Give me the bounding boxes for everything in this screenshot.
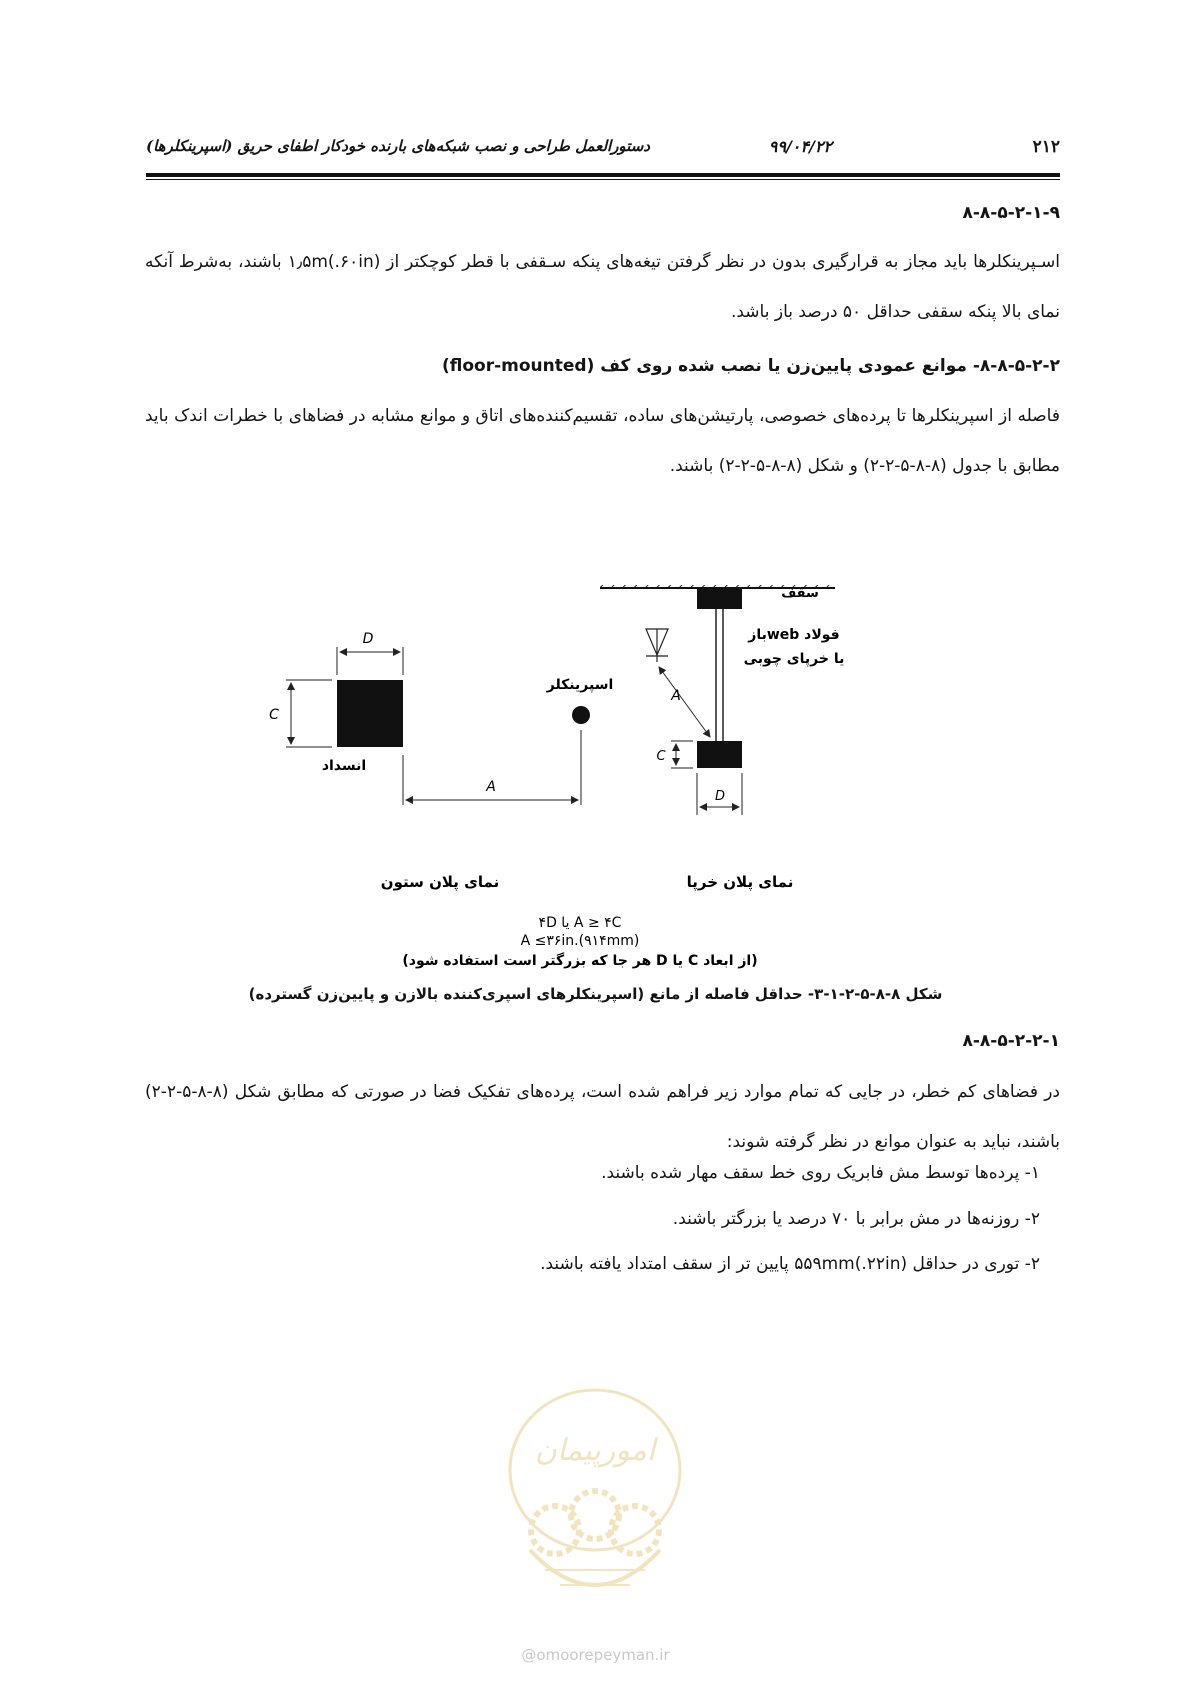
header-date: ۹۹/۰۴/۲۲ (768, 137, 832, 156)
header-title: دستورالعمل طراحی و نصب شبکه‌های بارنده خودکار اطفای حریق (اسپرینکلرها) (146, 137, 650, 155)
top-chord (697, 588, 742, 609)
formula-2: A ≤۳۶in.(۹۱۴mm) (520, 933, 640, 949)
list-item-1: ۱- پرده‌ها توسط مش فابریک روی خط سقف مهار شده باشند. (601, 1163, 1040, 1183)
truss-label-2: یا خرپای چوبی (743, 651, 845, 667)
header-rule-thin (146, 179, 1060, 180)
sprinkler-label: اسپرینکلر (546, 677, 614, 693)
figure-caption: شکل ۸-۸-۵-۲-۱-۳- حداقل فاصله از مانع (اسپرینکلرهای اسپری‌کننده بالازن و پایین‌زن گسترده) (248, 985, 943, 1003)
truss-label-1: فولاد webباز (748, 627, 840, 643)
section-paragraph-2: فاصله از اسپرینکلرها تا پرده‌های خصوصی، پارتیشن‌های ساده، تقسیم‌کننده‌های اتاق و موانع مشابه در فضاهای با خطرات اندک باید مطابق با جدول (۸-۸-۵-۲-۲) و شکل (۸-۸-۵-۲-۲) باشند. (145, 406, 1060, 476)
section-paragraph-3: در فضاهای کم خطر، در جایی که تمام موارد زیر فراهم شده است، پرده‌های تفکیک فضا در صورتی که مطابق شکل (۸-۸-۵-۲-۲) باشند، نباید به عنوان موانع در نظر گرفته شوند: (145, 1082, 1060, 1152)
label-a: A (486, 779, 496, 795)
page-number: ۲۱۲ (1032, 137, 1060, 157)
section-heading-3: ۸-۸-۵-۲-۲-۱ (962, 1031, 1060, 1051)
sprinkler-icon (572, 706, 590, 724)
watermark-logo (500, 1380, 690, 1615)
logo-ring (510, 1390, 680, 1550)
obstruction-label: انسداد (321, 758, 367, 774)
section-heading-1: ۸-۸-۵-۲-۱-۹ (962, 203, 1060, 223)
label-c: C (269, 707, 279, 723)
truss-plan-view (600, 585, 844, 892)
truss-view-title: نمای پلان خرپا (686, 873, 794, 891)
section-heading-2: ۸-۸-۵-۲-۲- موانع عمودی پایین‌زن یا نصب شده روی کف (floor-mounted) (441, 356, 1060, 376)
list-item-2: ۲- روزنه‌ها در مش برابر با ۷۰ درصد یا بزرگتر باشند. (672, 1209, 1040, 1229)
column-view-title: نمای پلان ستون (380, 873, 500, 891)
truss-label-a: A (671, 688, 681, 704)
list-item-3: ۲- توری در حداقل ۵۵۹mm(.۲۲in) پایین تر از سقف امتداد یافته باشند. (540, 1254, 1040, 1274)
formula-3: (از ابعاد C یا D هر جا که بزرگتر است استفاده شود) (402, 953, 758, 969)
truss-label-c: C (656, 749, 666, 764)
bottom-chord (697, 741, 742, 768)
obstruction-diagram (240, 585, 960, 980)
header-rule-thick (146, 173, 1060, 177)
section-paragraph-1: اسـپرینکلرها باید مجاز به قرارگیری بدون در نظر گرفتن تیغه‌های پنکه سـقفی با قطر کوچکتر از ۱٫۵m(.۶۰in) باشند، به‌شرط آنکه نمای بالا پنکه سقفی حداقل ۵۰ درصد باز باشد. (145, 252, 1060, 322)
column-plan-view (269, 631, 613, 892)
truss-label-d: D (714, 789, 726, 804)
formula-1: A ≥ ۴C یا ۴D (538, 915, 622, 931)
ceiling-label: سقف (781, 586, 819, 601)
dim-a-diagonal (659, 667, 710, 737)
obstruction-block (337, 680, 403, 747)
logo-text: امورپیمان (534, 1433, 656, 1468)
watermark-site: @omoorepeyman.ir (521, 1646, 670, 1664)
label-d: D (362, 631, 374, 647)
running-header (146, 133, 1060, 173)
